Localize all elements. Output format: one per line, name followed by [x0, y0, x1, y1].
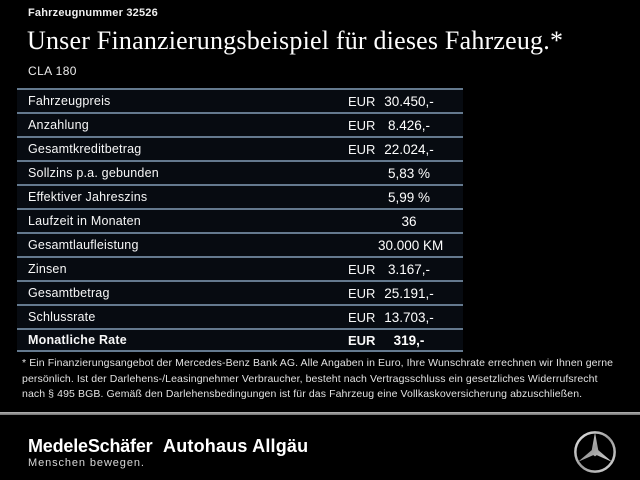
footer — [0, 415, 640, 480]
vehicle-model: CLA 180 — [28, 64, 77, 78]
table-row — [17, 208, 463, 232]
table-row — [17, 304, 463, 328]
row-label: Effektiver Jahreszins — [28, 190, 148, 204]
row-label: Fahrzeugpreis — [28, 94, 111, 108]
row-value: 5,83 % — [387, 165, 431, 181]
row-currency: EUR — [348, 141, 376, 157]
table-row — [17, 112, 463, 136]
row-label: Gesamtlaufleistung — [28, 238, 139, 252]
row-label: Gesamtkreditbetrag — [28, 142, 142, 156]
dealer-tagline: Menschen bewegen. — [28, 457, 145, 469]
row-value: 5,99 % — [387, 189, 431, 205]
table-row — [17, 160, 463, 184]
row-value: 8.426,- — [387, 117, 431, 133]
table-row — [17, 88, 463, 112]
legal-footnote: * Ein Finanzierungsangebot der Mercedes-Benz Bank AG. Alle Angaben in Euro, Ihre Wunschrate errechnen wir Ihnen gerne persönlich. Ist der Darlehens-/Leasingnehmer Verbraucher, besteht nach Vertragsschluss ein gesetzliches Widerrufsrecht nach § 495 BGB. Gemäß den Darlehensbedingungen ist für das Fahrzeug eine Vollkaskoversicherung abzuschließen. — [22, 357, 614, 400]
table-row — [17, 256, 463, 280]
row-value: 22.024,- — [384, 141, 434, 157]
vehicle-number: Fahrzeugnummer 32526 — [28, 7, 158, 19]
finance-table — [17, 88, 463, 352]
table-row — [17, 328, 463, 352]
row-value: 13.703,- — [384, 309, 434, 325]
row-value: 319,- — [393, 332, 425, 348]
row-value: 25.191,- — [384, 285, 434, 301]
row-label: Zinsen — [28, 262, 67, 276]
row-label: Schlussrate — [28, 310, 96, 324]
table-row — [17, 184, 463, 208]
row-value: 30.450,- — [384, 93, 434, 109]
row-label: Gesamtbetrag — [28, 286, 110, 300]
row-label: Monatliche Rate — [28, 333, 127, 347]
row-label: Sollzins p.a. gebunden — [28, 166, 159, 180]
row-currency: EUR — [348, 309, 376, 325]
row-currency: EUR — [348, 93, 376, 109]
row-label: Laufzeit in Monaten — [28, 214, 141, 228]
row-currency: EUR — [348, 261, 376, 277]
page-title: Unser Finanzierungsbeispiel für dieses Fahrzeug.* — [27, 26, 564, 55]
table-row — [17, 232, 463, 256]
dealer-logo-medeleschaefer: MedeleSchäfer — [28, 436, 153, 456]
dealer-logo-autohaus-allgaeu: Autohaus Allgäu — [163, 436, 309, 456]
row-currency: EUR — [348, 332, 376, 348]
row-value: 36 — [401, 213, 417, 229]
mercedes-star-icon — [572, 429, 618, 475]
row-label: Anzahlung — [28, 118, 89, 132]
table-row — [17, 136, 463, 160]
row-value: 3.167,- — [387, 261, 431, 277]
row-currency: EUR — [348, 117, 376, 133]
row-value: 30.000 KM — [378, 237, 444, 253]
table-row — [17, 280, 463, 304]
row-currency: EUR — [348, 285, 376, 301]
